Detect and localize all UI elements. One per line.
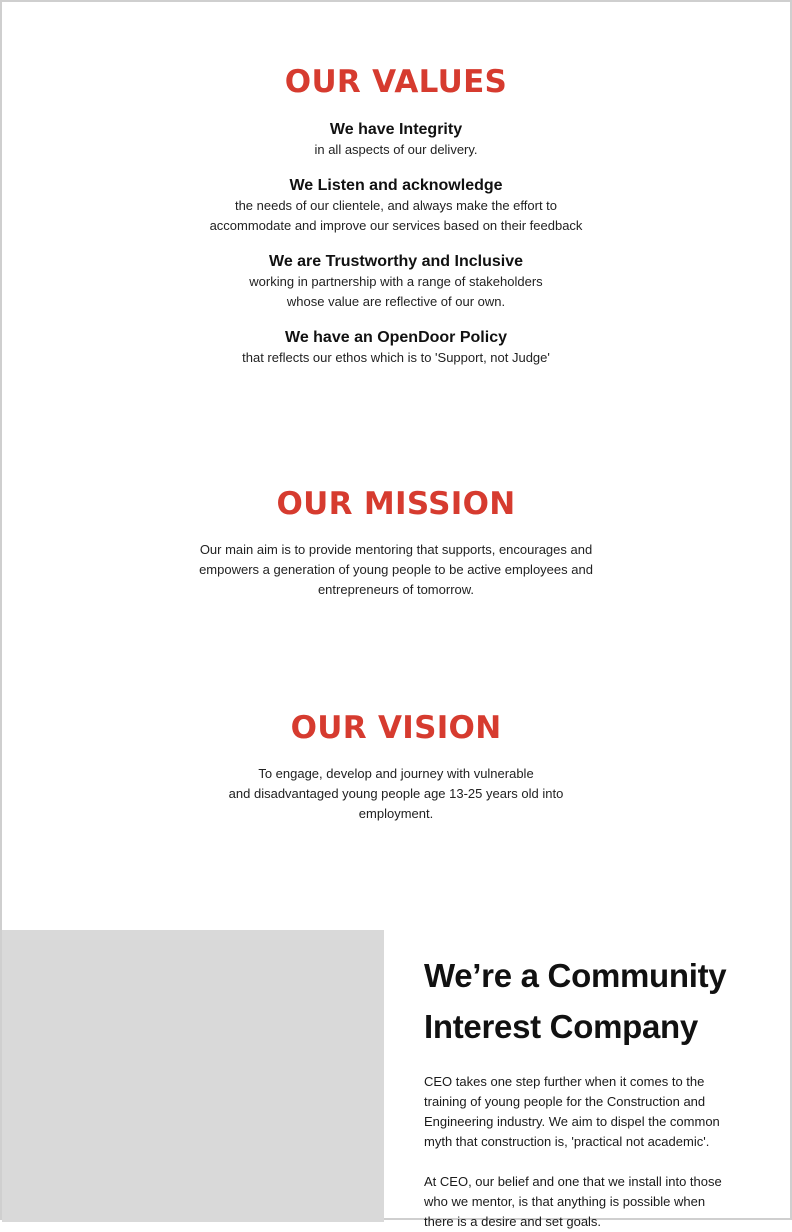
- cic-paragraph: [424, 1172, 764, 1232]
- cic-title-line: Interest Company: [424, 1008, 698, 1045]
- mission-section: [2, 486, 790, 600]
- value-title: We have Integrity: [329, 121, 463, 138]
- value-title: We have an OpenDoor Policy: [285, 329, 507, 346]
- mission-text-line: entrepreneurs of tomorrow.: [317, 582, 475, 597]
- cic-text-line: Engineering industry. We aim to dispel the common: [424, 1114, 720, 1129]
- cic-title-line: We’re a Community: [424, 957, 727, 994]
- vision-section: [2, 710, 790, 824]
- image-placeholder: [2, 930, 384, 1222]
- value-title: We Listen and acknowledge: [289, 177, 503, 194]
- vision-heading: OUR VISION: [290, 710, 502, 746]
- mission-heading: OUR MISSION: [276, 486, 516, 522]
- cic-body: [424, 1072, 764, 1232]
- vision-text-line: To engage, develop and journey with vulnerable: [258, 766, 534, 781]
- value-description-line: in all aspects of our delivery.: [314, 142, 478, 157]
- value-description-line: the needs of our clientele, and always make the effort to: [234, 198, 558, 213]
- cic-text-line: who we mentor, is that anything is possible when: [424, 1194, 706, 1209]
- mission-text-line: empowers a generation of young people to be active employees and: [199, 562, 593, 577]
- cic-section: [424, 950, 764, 1232]
- value-description-line: accommodate and improve our services based on their feedback: [209, 218, 583, 233]
- cic-text-line: there is a desire and set goals.: [424, 1214, 602, 1229]
- vision-text-line: and disadvantaged young people age 13-25 years old into: [228, 786, 564, 801]
- cic-text-line: At CEO, our belief and one that we install into those: [424, 1174, 722, 1189]
- value-title: We are Trustworthy and Inclusive: [269, 253, 523, 270]
- cic-text-line: training of young people for the Construction and: [424, 1094, 706, 1109]
- mission-text-line: Our main aim is to provide mentoring that supports, encourages and: [199, 542, 593, 557]
- value-description-line: working in partnership with a range of stakeholders: [249, 274, 543, 289]
- cic-text-line: myth that construction is, 'practical not academic'.: [424, 1134, 710, 1149]
- cic-text-line: CEO takes one step further when it comes to the: [424, 1074, 705, 1089]
- values-section: [2, 64, 790, 384]
- value-description-line: whose value are reflective of our own.: [286, 294, 506, 309]
- vision-text-line: employment.: [358, 806, 434, 821]
- cic-title: [424, 950, 764, 1052]
- value-opendoor: [2, 328, 790, 368]
- value-integrity: [2, 120, 790, 160]
- cic-paragraph: [424, 1072, 764, 1152]
- values-heading: OUR VALUES: [284, 64, 508, 100]
- value-description-line: that reflects our ethos which is to 'Support, not Judge': [242, 350, 550, 365]
- value-trustworthy: [2, 252, 790, 312]
- value-listen: [2, 176, 790, 236]
